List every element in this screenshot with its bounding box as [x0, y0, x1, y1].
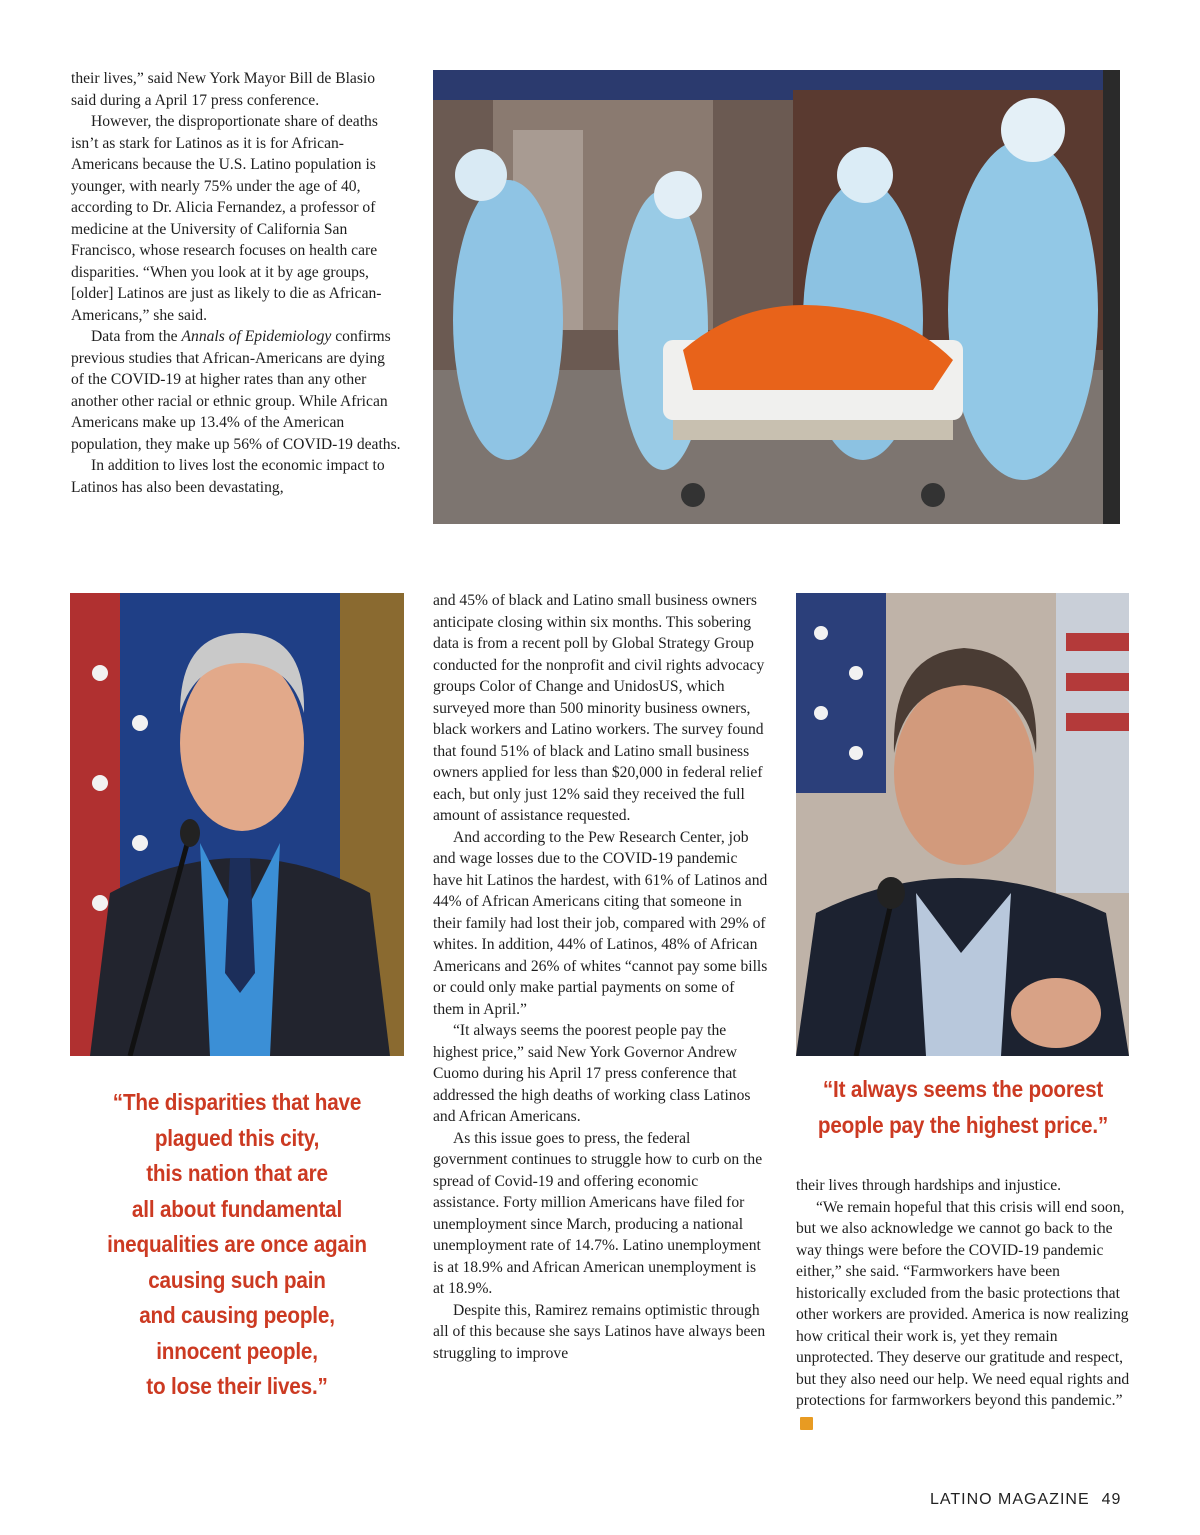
- paragraph: As this issue goes to press, the federal government continues to struggle how to curb on the spread of Covid-19 and offering economic assistance. Forty million Americans have filed for unemployment since March, producing a national unemployment rate of 14.7%. Latino unemployment is at 18.9% and African American unemployment is at 18.9%.: [433, 1129, 763, 1297]
- paragraph: [71, 326, 401, 455]
- article-column-2: [433, 590, 768, 1364]
- photo-medical-workers-illustration: [433, 70, 1120, 524]
- paragraph: their lives through hardships and injustice.: [796, 1177, 1062, 1194]
- quote-line: “It always seems the poorest: [822, 1076, 1104, 1102]
- end-mark-icon: L: [800, 1417, 813, 1430]
- article-column-1: [71, 68, 401, 498]
- quote-line: people pay the highest price.”: [817, 1111, 1109, 1138]
- photo-de-blasio-illustration: [70, 593, 404, 1056]
- quote-line: all about fundamental: [131, 1195, 343, 1222]
- paragraph: their lives,” said New York Mayor Bill de Blasio said during a April 17 press conference.: [71, 70, 376, 109]
- photo-andrew-cuomo: [796, 593, 1129, 1056]
- text-run: confirms previous studies that African-Americans are dying of the COVID-19 at higher rates than any other another other racial or ethnic group. While African Americans make up 13.4% of the American population, they make up 56% of COVID-19 deaths.: [71, 328, 401, 453]
- pull-quote-cuomo: [807, 1072, 1118, 1143]
- quote-line: causing such pain: [148, 1266, 326, 1293]
- magazine-name: LATINO MAGAZINE: [930, 1491, 1090, 1508]
- text-run: Data from the: [91, 328, 182, 345]
- quote-line: and causing people,: [139, 1302, 335, 1328]
- paragraph: [796, 1197, 1131, 1434]
- paragraph: “It always seems the poorest people pay the highest price,” said New York Governor Andrew Cuomo during his April 17 press conference that addressed the high deaths of working class Latinos and African Americans.: [433, 1022, 751, 1125]
- photo-cuomo-illustration: [796, 593, 1129, 1056]
- page-footer: [930, 1491, 1121, 1509]
- pull-quote-de-blasio: [87, 1085, 388, 1405]
- text-run: “We remain hopeful that this crisis will end soon, but we also acknowledge we cannot go back to the way things were before the COVID-19 pandemic either,” she said. “Farmworkers have been historically excluded from the basic protections that other workers are provided. America is now realizing how critical their work is, yet they remain unprotected. They deserve our gratitude and respect, but they also need our help. We need equal rights and protections for farmworkers beyond this pandemic.”: [796, 1198, 1130, 1409]
- paragraph: Despite this, Ramirez remains optimistic through all of this because she says Latinos have always been struggling to improve: [433, 1301, 766, 1362]
- journal-title: Annals of Epidemiology: [181, 328, 332, 345]
- article-column-3: [796, 1175, 1131, 1433]
- paragraph: However, the disproportionate share of deaths isn’t as stark for Latinos as it is for African-Americans because the U.S. Latino population is younger, with nearly 75% under the age of 40, according to Dr. Alicia Fernandez, a professor of medicine at the University of California San Francisco, whose research focuses on health care disparities. “When you look at it by age groups, [older] Latinos are just as likely to die as African-Americans,” she said.: [71, 113, 382, 324]
- paragraph: In addition to lives lost the economic impact to Latinos has also been devastating,: [71, 457, 385, 496]
- quote-line: this nation that are: [146, 1160, 328, 1186]
- photo-bill-de-blasio: [70, 593, 404, 1056]
- quote-line: “The disparities that have: [112, 1089, 362, 1115]
- quote-line: plagued this city,: [154, 1124, 320, 1151]
- photo-medical-workers: [433, 70, 1120, 524]
- paragraph: and 45% of black and Latino small business owners anticipate closing within six months. This sobering data is from a recent poll by Global Strategy Group conducted for the nonprofit and civil rights advocacy groups Color of Change and UnidosUS, which surveyed more than 500 minority business owners, black workers and Latino workers. The survey found that found 51% of black and Latino small business owners applied for less than $20,000 in federal relief each, but only just 12% said they received the full amount of assistance requested.: [433, 592, 765, 824]
- paragraph: And according to the Pew Research Center, job and wage losses due to the COVID-19 pandemic have hit Latinos the hardest, with 61% of Latinos and 44% of African Americans citing that someone in their family had lost their job, compared with 29% of whites. In addition, 44% of Latinos, 48% of African Americans and 26% of whites “cannot pay some bills or could only make partial payments on some of them in April.”: [433, 828, 768, 1018]
- quote-line: to lose their lives.”: [146, 1373, 328, 1399]
- page-number: 49: [1101, 1491, 1122, 1508]
- quote-line: innocent people,: [156, 1337, 318, 1364]
- quote-line: inequalities are once again: [107, 1231, 367, 1257]
